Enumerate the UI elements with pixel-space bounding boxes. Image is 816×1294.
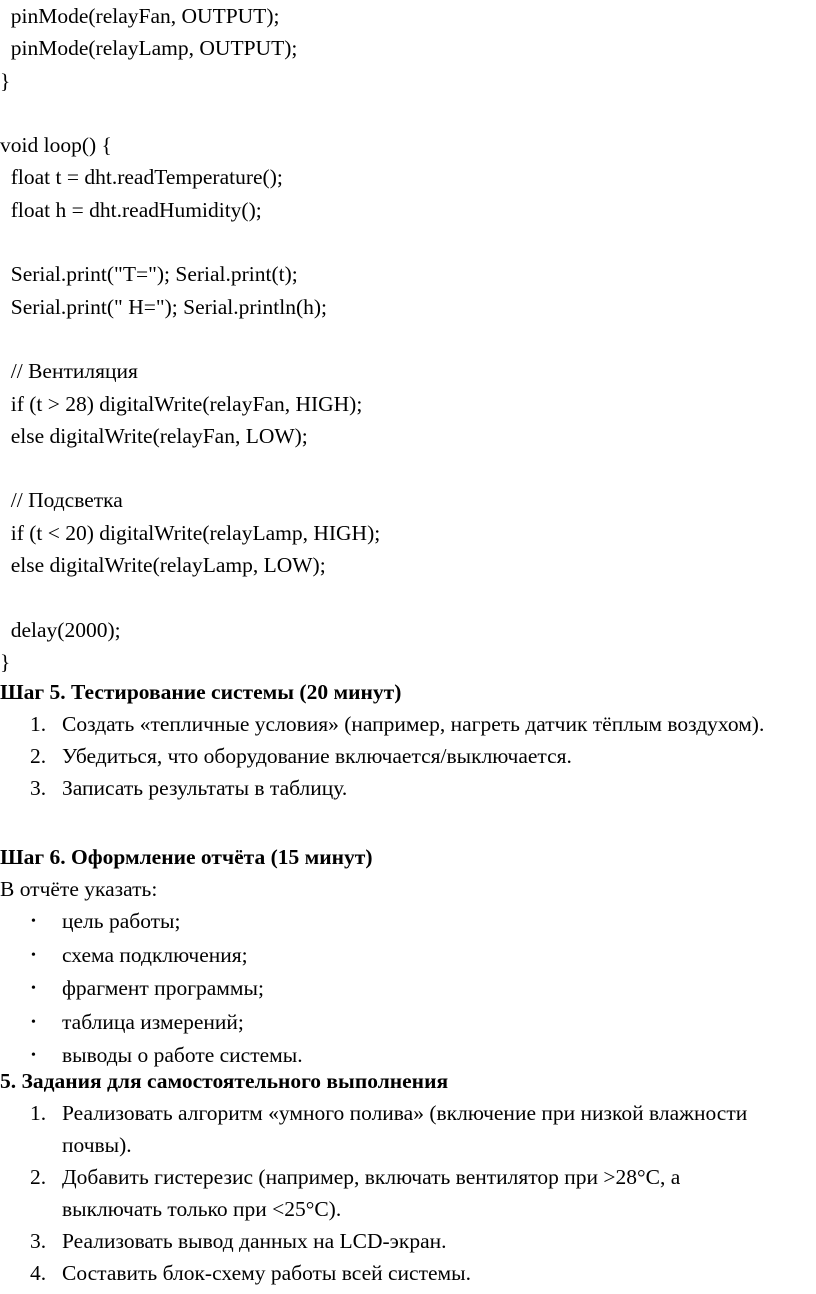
code-line: // Подсветка — [0, 488, 123, 513]
code-line — [0, 226, 816, 258]
list-number: 3. — [30, 1229, 47, 1253]
code-line: if (t > 28) digitalWrite(relayFan, HIGH); — [0, 391, 363, 416]
list-text: Составить блок-схему работы всей системы. — [62, 1261, 471, 1285]
code-line: Serial.print(" H="); Serial.println(h); — [0, 294, 328, 319]
bullet-text: фрагмент программы; — [62, 976, 264, 1000]
code-line: Serial.print("T="); Serial.print(t); — [0, 262, 298, 287]
code-line — [0, 581, 816, 613]
code-line: else digitalWrite(relayLamp, LOW); — [0, 553, 326, 578]
code-line — [0, 97, 816, 129]
section5-heading: 5. Задания для самостоятельного выполнения — [0, 1069, 449, 1093]
list-number: 2. — [30, 744, 47, 768]
step5-heading: Шаг 5. Тестирование системы (20 минут) — [0, 680, 402, 704]
list-item — [0, 772, 816, 804]
list-number: 2. — [30, 1165, 47, 1189]
code-line: float h = dht.readHumidity(); — [0, 197, 262, 222]
list-text: Добавить гистерезис (например, включать вентилятор при >28°C, а выключать только при <25°C). — [62, 1165, 681, 1221]
code-line: pinMode(relayFan, OUTPUT); — [0, 4, 280, 28]
list-item — [0, 708, 816, 740]
code-line — [0, 452, 816, 484]
bullet-item — [0, 939, 816, 973]
bullet-text: схема подключения; — [62, 942, 248, 967]
bullet-item — [0, 1006, 816, 1040]
code-line: // Вентиляция — [0, 359, 138, 384]
list-number: 1. — [30, 712, 47, 736]
list-item — [0, 1161, 816, 1225]
code-line: else digitalWrite(relayFan, LOW); — [0, 423, 308, 448]
list-text: Реализовать алгоритм «умного полива» (включение при низкой влажности почвы). — [62, 1101, 748, 1157]
list-number: 3. — [30, 776, 47, 800]
bullet-item — [0, 905, 816, 939]
list-text: Убедиться, что оборудование включается/выключается. — [62, 744, 572, 768]
code-line: delay(2000); — [0, 617, 121, 642]
bullet-icon: • — [31, 914, 36, 929]
step6-heading: Шаг 6. Оформление отчёта (15 минут) — [0, 845, 373, 869]
bullet-text: цель работы; — [62, 909, 181, 933]
bullet-icon: • — [31, 981, 36, 996]
code-line: float t = dht.readTemperature(); — [0, 165, 283, 190]
list-text: Записать результаты в таблицу. — [62, 776, 348, 800]
step6-section — [0, 841, 816, 1073]
code-line: } — [0, 649, 11, 674]
code-line: } — [0, 68, 11, 93]
code-line: void loop() { — [0, 133, 112, 158]
section5 — [0, 1065, 816, 1289]
list-item — [0, 740, 816, 772]
step5-section — [0, 676, 816, 804]
list-text: Создать «тепличные условия» (например, нагреть датчик тёплым воздухом). — [62, 712, 765, 736]
code-line: pinMode(relayLamp, OUTPUT); — [0, 36, 298, 61]
list-item — [0, 1225, 816, 1257]
bullet-item — [0, 972, 816, 1006]
list-item — [0, 1097, 816, 1161]
bullet-text: выводы о работе системы. — [62, 1043, 303, 1067]
code-line: if (t < 20) digitalWrite(relayLamp, HIGH); — [0, 520, 381, 545]
list-number: 1. — [30, 1101, 47, 1125]
bullet-icon: • — [31, 1048, 36, 1063]
list-number: 4. — [30, 1261, 47, 1285]
bullet-icon: • — [31, 1014, 36, 1030]
code-line — [0, 323, 816, 355]
step6-intro: В отчёте указать: — [0, 877, 158, 901]
list-text: Реализовать вывод данных на LCD-экран. — [62, 1229, 447, 1253]
list-item — [0, 1257, 816, 1289]
bullet-text: таблица измерений; — [62, 1009, 244, 1034]
bullet-icon: • — [31, 947, 36, 963]
